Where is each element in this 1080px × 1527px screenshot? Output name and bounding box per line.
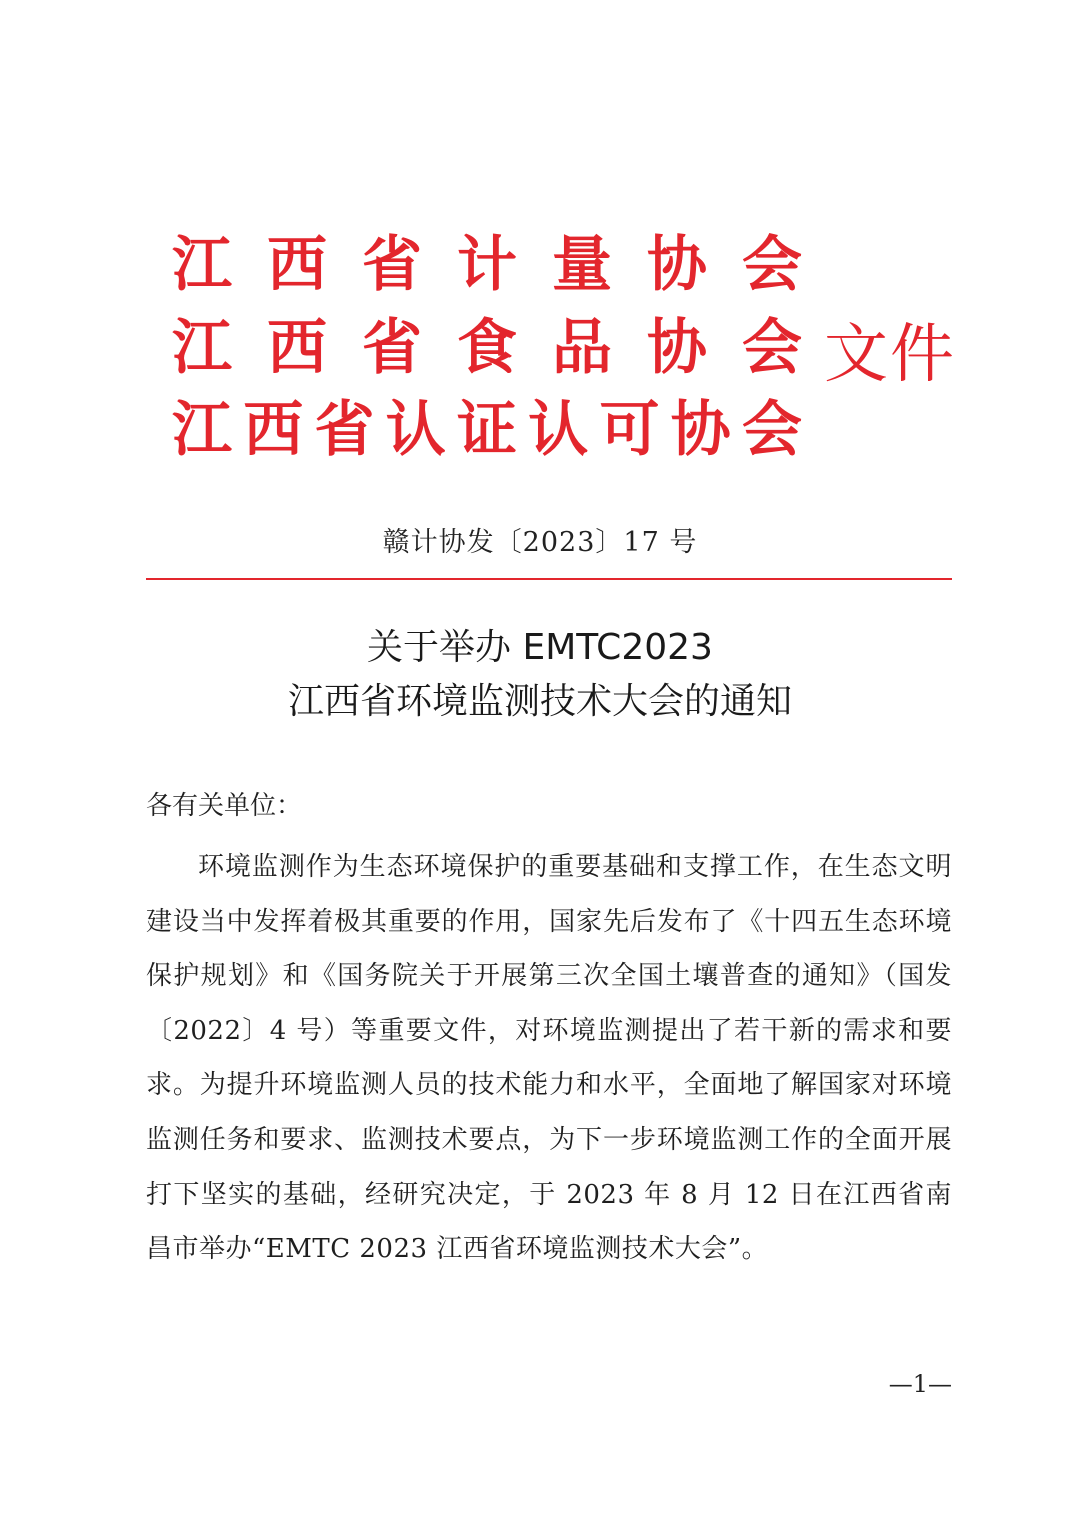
org-char: 食 [457,313,517,383]
org-char: 协 [647,230,707,300]
title-line-2: 江西省环境监测技术大会的通知 [287,681,792,722]
document-suffix: 文件 [824,318,956,392]
org-char: 江 [172,313,232,383]
org-char: 会 [742,313,802,383]
org-char: 省 [362,230,422,300]
org-char: 协 [670,395,731,465]
org-char: 会 [742,230,802,300]
org-name-metrology-association [172,227,802,303]
org-char: 会 [742,395,802,465]
org-char: 西 [267,313,327,383]
org-char: 认 [528,395,589,465]
issuing-organizations-header [172,225,962,465]
org-char: 认 [385,395,446,465]
org-char: 西 [243,395,304,465]
org-char: 省 [362,313,422,383]
org-name-certification-association [172,392,802,468]
page-number: —1— [888,1370,952,1398]
org-char: 协 [647,313,707,383]
title-line-1: 关于举办 EMTC2023 [367,627,713,668]
org-name-food-association [172,310,802,386]
org-char: 江 [172,230,232,300]
org-char: 证 [457,395,517,465]
org-char: 省 [314,395,375,465]
org-char: 量 [552,230,612,300]
org-char: 计 [457,230,517,300]
document-number: 赣计协发〔2023〕17 号 [382,527,698,558]
salutation: 各有关单位： [146,791,303,821]
body-paragraph: 环境监测作为生态环境保护的重要基础和支撑工作，在生态文明建设当中发挥着极其重要的作用，国家先后发布了《十四五生态环境保护规划》和《国务院关于开展第三次全国土壤普查的通知》（国发〔2022〕4 号）等重要文件，对环境监测提出了若干新的需求和要求。为提升环境监测人员的技术能力和水平，全面地了解国家对环境监测任务和要求、监测技术要点，为下一步环境监测工作的全面开展打下坚实的基础，经研究决定，于 2023 年 8 月 12 日在江西省南昌市举办“EMTC 2023 江西省环境监测技术大会”。 [146,852,952,1265]
org-char: 江 [172,395,232,465]
org-char: 品 [552,313,612,383]
org-char: 西 [267,230,327,300]
org-char: 可 [599,395,660,465]
red-separator-line [146,578,952,580]
